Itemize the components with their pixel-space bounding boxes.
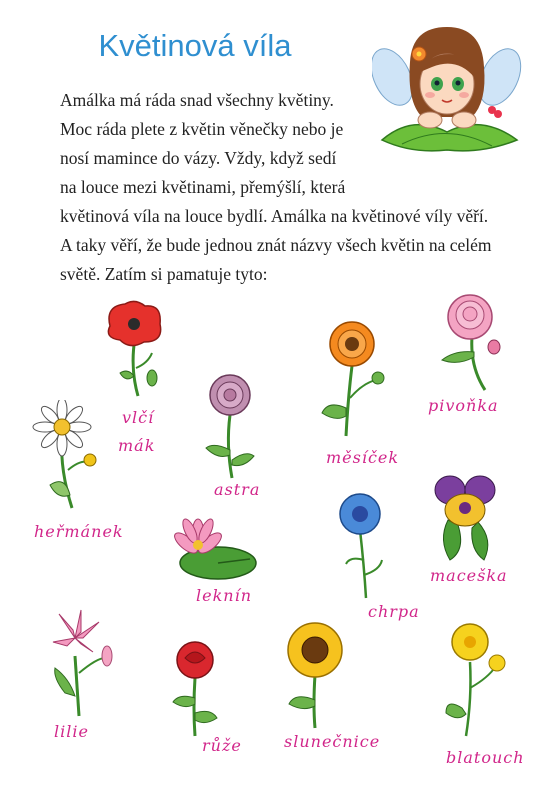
label-aster: astra bbox=[214, 480, 261, 499]
intro-line-1: Amálka má ráda snad všechny květiny. bbox=[60, 90, 334, 110]
cornflower-illustration bbox=[330, 490, 390, 600]
label-buttercup: blatouch bbox=[446, 748, 525, 767]
label-calendula: měsíček bbox=[326, 448, 400, 467]
label-waterlily: leknín bbox=[196, 586, 253, 605]
label-poppy-line-1: vlčí bbox=[122, 408, 155, 427]
intro-line-2: Moc ráda plete z květin věnečky nebo je bbox=[60, 119, 344, 139]
poppy-illustration bbox=[100, 298, 170, 398]
sunflower-illustration bbox=[275, 620, 355, 730]
peony-illustration bbox=[430, 292, 510, 392]
buttercup-illustration bbox=[440, 618, 510, 738]
intro-line-3: nosí mamince do vázy. Vždy, když sedí bbox=[60, 148, 337, 168]
lily-illustration bbox=[45, 608, 120, 718]
fairy-illustration bbox=[372, 22, 522, 162]
waterlily-illustration bbox=[168, 515, 258, 585]
calendula-illustration bbox=[318, 318, 390, 438]
label-cornflower: chrpa bbox=[368, 602, 420, 621]
daisy-illustration bbox=[30, 400, 110, 510]
label-lily: lilie bbox=[54, 722, 89, 741]
intro-line-5: květinová víla na louce bydlí. Amálka na květinové víly věří. bbox=[60, 206, 489, 226]
label-pansy: maceška bbox=[430, 566, 508, 585]
label-peony: pivoňka bbox=[428, 396, 499, 415]
label-sunflower: slunečnice bbox=[284, 732, 381, 751]
aster-illustration bbox=[200, 370, 260, 480]
intro-line-7: světě. Zatím si pamatuje tyto: bbox=[60, 264, 268, 284]
intro-line-6: A taky věří, že bude jednou znát názvy všech květin na celém bbox=[60, 235, 492, 255]
page-title: Květinová víla bbox=[98, 28, 292, 63]
label-poppy-line-2: mák bbox=[118, 436, 156, 455]
pansy-illustration bbox=[428, 470, 503, 565]
label-daisy: heřmánek bbox=[34, 522, 124, 541]
label-rose: růže bbox=[202, 736, 242, 755]
intro-line-4: na louce mezi květinami, přemýšlí, která bbox=[60, 177, 346, 197]
rose-illustration bbox=[165, 638, 225, 738]
